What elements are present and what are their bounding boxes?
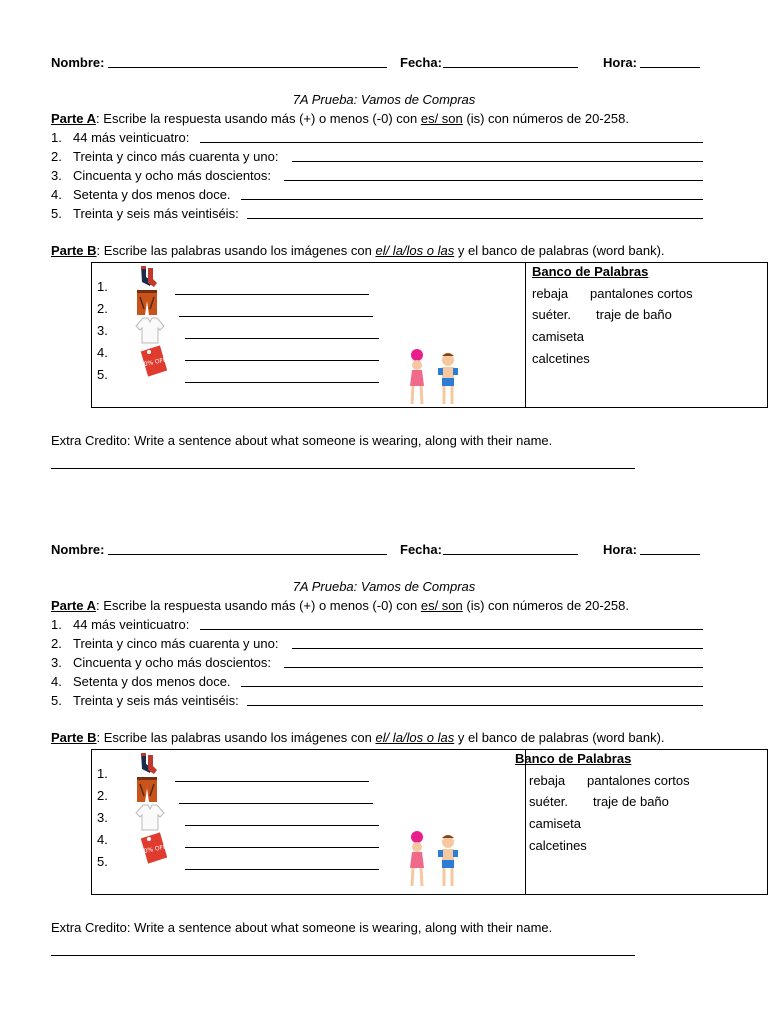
question-text: Cincuenta y ocho más doscientos: [73, 655, 271, 670]
part-a-text-end: (is) con números de 20-258. [462, 598, 629, 613]
answer-line-item-5[interactable] [185, 868, 379, 870]
part-a-text: : Escribe la respuesta usando más (+) o menos (-0) con [96, 111, 421, 126]
kids-swimsuit-icon [404, 830, 464, 890]
question-number: 5. [51, 693, 62, 708]
part-b-instructions [51, 730, 665, 745]
bank-word: camiseta [529, 816, 582, 831]
part-a-label: Parte A [51, 111, 97, 126]
question-number: 4. [51, 187, 62, 202]
part-a-label: Parte A [51, 598, 97, 613]
answer-line-4[interactable] [241, 675, 703, 687]
answer-line-item-2[interactable] [179, 802, 373, 804]
sale-tag-icon [139, 343, 167, 377]
answer-line-item-5[interactable] [185, 381, 379, 383]
item-number: 5. [97, 854, 108, 869]
item-number: 4. [97, 832, 108, 847]
answer-line-item-4[interactable] [185, 359, 379, 361]
answer-line-4[interactable] [241, 188, 703, 200]
item-number: 3. [97, 323, 108, 338]
question-1 [51, 130, 189, 145]
part-a-underlined: es/ son [420, 111, 463, 126]
part-b-text-end: y el banco de palabras (word bank). [454, 730, 665, 745]
item-number: 3. [97, 810, 108, 825]
question-text: Setenta y dos menos doce. [73, 187, 231, 202]
part-b-box [91, 262, 768, 408]
question-text: 44 más veinticuatro: [73, 130, 190, 145]
bank-word: rebaja [529, 773, 566, 788]
answer-line-item-4[interactable] [185, 846, 379, 848]
question-number: 1. [51, 617, 62, 632]
quiz-copy-2 [0, 487, 768, 974]
answer-line-item-3[interactable] [185, 337, 379, 339]
shorts-icon [136, 776, 158, 803]
question-text: Setenta y dos menos doce. [73, 674, 231, 689]
answer-line-5[interactable] [247, 207, 703, 219]
answer-line-2[interactable] [292, 150, 703, 162]
sale-tag-text: 20% OFF [139, 356, 167, 369]
part-a-instructions [51, 598, 629, 613]
bank-word: traje de baño [593, 794, 669, 809]
word-bank-title: Banco de Palabras [532, 264, 649, 279]
question-number: 4. [51, 674, 62, 689]
question-number: 2. [51, 636, 62, 651]
question-3 [51, 168, 271, 183]
hour-field[interactable] [640, 543, 700, 555]
extra-credit-prompt: Extra Credito: Write a sentence about what someone is wearing, along with their name. [51, 920, 553, 935]
item-number: 1. [97, 279, 108, 294]
part-a-text-end: (is) con números de 20-258. [462, 111, 629, 126]
socks-icon [136, 265, 158, 289]
extra-credit-line[interactable] [51, 955, 635, 956]
date-field[interactable] [443, 543, 578, 555]
part-b-box [91, 749, 768, 895]
question-5 [51, 693, 239, 708]
socks-icon [136, 752, 158, 776]
part-b-underlined: el/ la/los o las [375, 730, 455, 745]
hour-label: Hora: [603, 542, 637, 557]
item-number: 2. [97, 301, 108, 316]
answer-line-item-1[interactable] [175, 780, 369, 782]
answer-line-5[interactable] [247, 694, 703, 706]
item-number: 5. [97, 367, 108, 382]
bank-word: traje de baño [596, 307, 672, 322]
answer-line-1[interactable] [200, 131, 703, 143]
question-number: 3. [51, 655, 62, 670]
bank-word: suéter. [532, 307, 572, 322]
answer-line-item-3[interactable] [185, 824, 379, 826]
question-3 [51, 655, 271, 670]
answer-line-3[interactable] [284, 656, 703, 668]
part-b-instructions [51, 243, 665, 258]
part-a-text: : Escribe la respuesta usando más (+) o menos (-0) con [96, 598, 421, 613]
answer-line-item-1[interactable] [175, 293, 369, 295]
item-number: 2. [97, 788, 108, 803]
sale-tag-text: 20% OFF [139, 843, 167, 856]
box-divider [525, 750, 526, 894]
name-field[interactable] [108, 543, 387, 555]
hour-field[interactable] [640, 56, 700, 68]
kids-swimsuit-icon [404, 348, 464, 408]
bank-word: calcetines [529, 838, 587, 853]
question-text: Treinta y seis más veintiséis: [73, 206, 239, 221]
part-b-text-end: y el banco de palabras (word bank). [454, 243, 665, 258]
bank-word: calcetines [532, 351, 590, 366]
item-number: 1. [97, 766, 108, 781]
question-number: 5. [51, 206, 62, 221]
date-label: Fecha: [400, 542, 442, 557]
name-field[interactable] [108, 56, 387, 68]
question-2 [51, 149, 278, 164]
part-a-instructions [51, 111, 629, 126]
sweater-icon [135, 316, 165, 344]
box-divider [525, 263, 526, 407]
question-2 [51, 636, 278, 651]
extra-credit-prompt: Extra Credito: Write a sentence about what someone is wearing, along with their name. [51, 433, 553, 448]
extra-credit-line[interactable] [51, 468, 635, 469]
question-4 [51, 674, 231, 689]
bank-word: camiseta [532, 329, 585, 344]
question-5 [51, 206, 239, 221]
question-number: 3. [51, 168, 62, 183]
question-text: Treinta y cinco más cuarenta y uno: [73, 149, 279, 164]
question-number: 1. [51, 130, 62, 145]
word-bank-title: Banco de Palabras [515, 751, 632, 766]
bank-word: suéter. [529, 794, 569, 809]
question-text: 44 más veinticuatro: [73, 617, 190, 632]
name-label: Nombre: [51, 55, 105, 70]
quiz-copy-1 [0, 0, 768, 487]
sale-tag-icon [139, 830, 167, 864]
part-b-text: : Escribe las palabras usando los imágenes con [96, 243, 376, 258]
quiz-title: 7A Prueba: Vamos de Compras [292, 92, 476, 107]
hour-label: Hora: [603, 55, 637, 70]
sweater-icon [135, 803, 165, 831]
question-1 [51, 617, 189, 632]
bank-word: rebaja [532, 286, 569, 301]
question-text: Cincuenta y ocho más doscientos: [73, 168, 271, 183]
question-text: Treinta y seis más veintiséis: [73, 693, 239, 708]
part-b-label: Parte B [51, 730, 97, 745]
part-b-underlined: el/ la/los o las [375, 243, 455, 258]
quiz-title: 7A Prueba: Vamos de Compras [292, 579, 476, 594]
date-label: Fecha: [400, 55, 442, 70]
question-number: 2. [51, 149, 62, 164]
name-label: Nombre: [51, 542, 105, 557]
question-4 [51, 187, 231, 202]
question-text: Treinta y cinco más cuarenta y uno: [73, 636, 279, 651]
part-b-label: Parte B [51, 243, 97, 258]
item-number: 4. [97, 345, 108, 360]
bank-word: pantalones cortos [590, 286, 693, 301]
date-field[interactable] [443, 56, 578, 68]
part-b-text: : Escribe las palabras usando los imágenes con [96, 730, 376, 745]
answer-line-1[interactable] [200, 618, 703, 630]
answer-line-2[interactable] [292, 637, 703, 649]
answer-line-item-2[interactable] [179, 315, 373, 317]
answer-line-3[interactable] [284, 169, 703, 181]
part-a-underlined: es/ son [420, 598, 463, 613]
shorts-icon [136, 289, 158, 316]
bank-word: pantalones cortos [587, 773, 690, 788]
